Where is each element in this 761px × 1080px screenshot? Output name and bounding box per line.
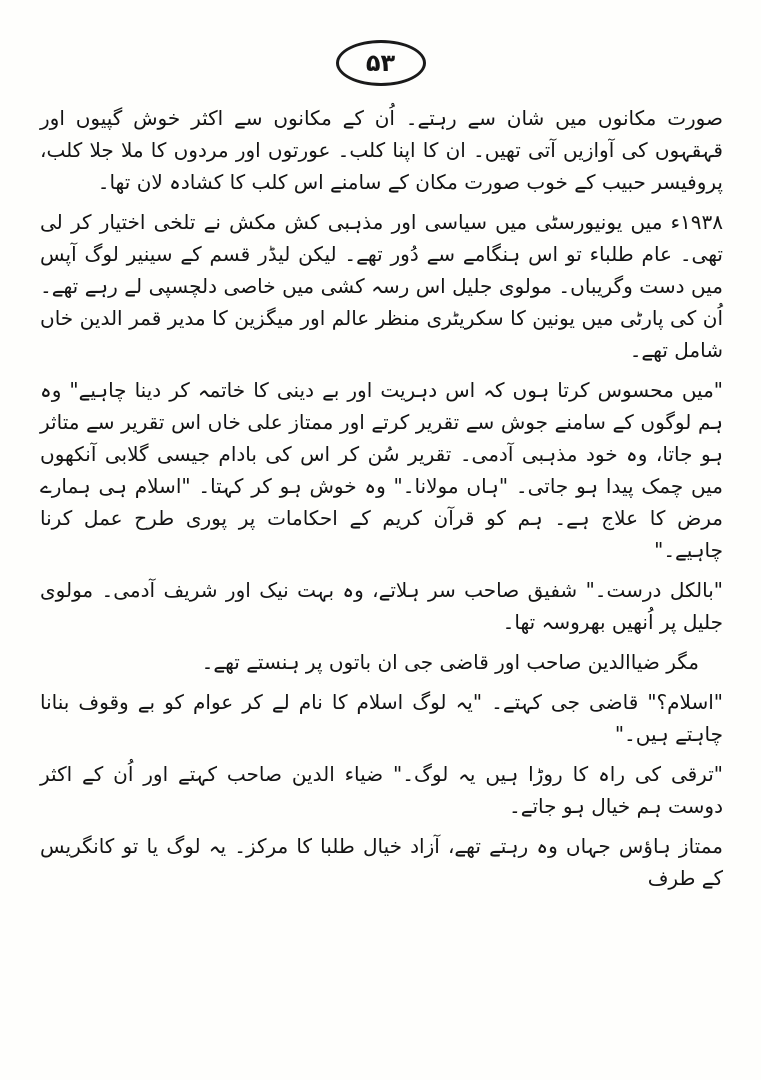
paragraph-7: "ترقی کی راہ کا روڑا ہیں یہ لوگ۔" ضیاء الدین صاحب کہتے اور اُن کے اکثر دوست ہم خیال ہو جاتے۔ [40,762,723,818]
paragraph-6: "اسلام؟" قاضی جی کہتے۔ "یہ لوگ اسلام کا نام لے کر عوام کو بے وقوف بنانا چاہتے ہیں۔" [40,690,723,746]
page-body-text [40,102,723,902]
paragraph-3: "میں محسوس کرتا ہوں کہ اس دہریت اور بے دینی کا خاتمہ کر دینا چاہیے" وہ ہم لوگوں کے سامنے جوش سے تقریر کرتے اور ممتاز علی خاں اس تقریر سے متاثر ہو جاتا، وہ خود مذہبی آدمی۔ تقریر سُن کر اس کی بادام جیسی گلابی آنکھوں میں چمک پیدا ہو جاتی۔ "ہاں مولانا۔" وہ خوش ہو کر کہتا۔ "اسلام ہی ہمارے مرض کا علاج ہے۔ ہم کو قرآن کریم کے احکامات پر پوری طرح عمل کرنا چاہیے۔" [40,378,723,562]
paragraph-4: "بالکل درست۔" شفیق صاحب سر ہلاتے، وہ بہت نیک اور شریف آدمی۔ مولوی جلیل پر اُنھیں بھروسہ تھا۔ [40,578,723,634]
paragraph-2: ۱۹۳۸ء میں یونیورسٹی میں سیاسی اور مذہبی کش مکش نے تلخی اختیار کر لی تھی۔ عام طلباء تو اس ہنگامے سے دُور تھے۔ لیکن لیڈر قسم کے سینیر لوگ آپس میں دست وگریباں۔ مولوی جلیل اس رسہ کشی میں خاصی دلچسپی لے رہے تھے۔ اُن کی پارٹی میں یونین کا سکریٹری منظر عالم اور میگزین کا مدیر قمر الدین خاں شامل تھے۔ [40,210,723,362]
paragraph-1: صورت مکانوں میں شان سے رہتے۔ اُن کے مکانوں سے اکثر خوش گپیوں اور قہقہوں کی آوازیں آتی تھیں۔ ان کا اپنا کلب۔ عورتوں اور مردوں کا ملا جلا کلب، پروفیسر حبیب کے خوب صورت مکان کے سامنے اس کلب کا کشادہ لان تھا۔ [40,106,723,194]
page-number: ۵۳ [336,40,426,86]
paragraph-8: ممتاز ہاؤس جہاں وہ رہتے تھے، آزاد خیال طلبا کا مرکز۔ یہ لوگ یا تو کانگریس کے طرف [40,834,723,890]
paragraph-5: مگر ضیاالدین صاحب اور قاضی جی ان باتوں پر ہنستے تھے۔ [201,650,699,674]
page-number-container [0,40,761,86]
